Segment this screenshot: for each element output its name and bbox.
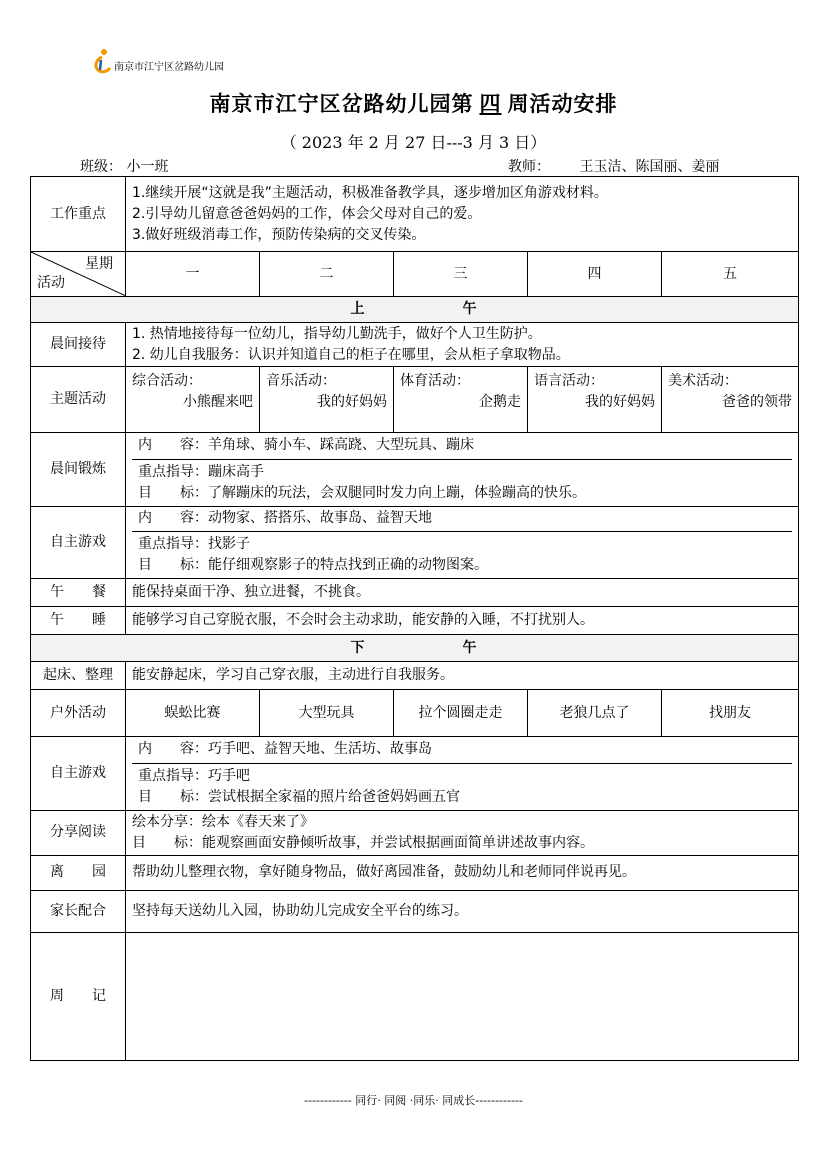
exercise-row [31, 433, 799, 507]
outdoor-row [31, 690, 799, 737]
lunch-row [31, 579, 799, 607]
pm-free-play-items: 内 容：巧手吧、益智天地、生活坊、故事岛 [138, 741, 432, 758]
day-tuesday: 二 [260, 252, 394, 297]
exercise-content [126, 433, 799, 507]
free-play-goal: 目 标：能仔细观察影子的特点找到正确的动物图案。 [138, 557, 488, 573]
weekly-note-content[interactable] [126, 932, 799, 1060]
pm-free-play-guide: 重点指导：巧手吧 [138, 767, 250, 784]
reception-line: 2. 幼儿自我服务：认识并知道自己的柜子在哪里，会从柜子拿取物品。 [132, 346, 570, 363]
reading-goal: 目 标：能观察画面安静倾听故事，并尝试根据画面简单讲述故事内容。 [132, 834, 594, 851]
morning-heading: 上 午 [31, 297, 799, 323]
reception-row [31, 323, 799, 367]
work-focus-line: 3.做好班级消毒工作，预防传染病的交叉传染。 [132, 226, 426, 243]
leave-content: 帮助幼儿整理衣物，拿好随身物品，做好离园准备，鼓励幼儿和老师同伴说再见。 [126, 855, 799, 890]
free-play-guide-goal [132, 532, 792, 579]
corner-week-label: 星期 [85, 256, 113, 272]
weekly-note-label: 周 记 [31, 932, 126, 1060]
pm-free-play-label: 自主游戏 [31, 737, 126, 811]
title-suffix: 周活动安排 [507, 91, 618, 116]
pm-free-play-row [31, 737, 799, 811]
theme-type: 美术活动： [668, 373, 738, 389]
theme-type: 综合活动： [132, 373, 202, 389]
school-logo [92, 48, 224, 74]
theme-type: 体育活动： [400, 373, 470, 389]
week-header-row [31, 252, 799, 297]
reception-label: 晨间接待 [31, 323, 126, 367]
logo-icon [92, 48, 112, 74]
nap-label: 午 睡 [31, 607, 126, 635]
outdoor-thursday: 老狼几点了 [528, 690, 662, 737]
teacher-info [508, 156, 744, 177]
leave-label: 离 园 [31, 855, 126, 890]
wakeup-content: 能安静起床，学习自己穿衣服，主动进行自我服务。 [126, 662, 799, 690]
reading-row [31, 810, 799, 855]
exercise-guide-goal [132, 459, 792, 506]
afternoon-heading-row [31, 635, 799, 662]
parents-label: 家长配合 [31, 890, 126, 932]
pm-free-play-inner [132, 737, 792, 810]
class-info [80, 156, 210, 177]
free-play-items: 内 容：动物家、搭搭乐、故事岛、益智天地 [138, 510, 432, 527]
theme-name: 小熊醒来吧 [183, 394, 253, 410]
exercise-items: 内 容：羊角球、骑小车、踩高跷、大型玩具、蹦床 [138, 437, 474, 454]
afternoon-heading: 下 午 [31, 635, 799, 662]
teacher-value: 王玉洁、陈国丽、姜丽 [554, 156, 744, 177]
page-footer: ------------ 同行· 同阅 ·同乐· 同成长------------ [304, 1094, 523, 1107]
exercise-inner [132, 433, 792, 506]
parents-content: 坚持每天送幼儿入园，协助幼儿完成安全平台的练习。 [126, 890, 799, 932]
nap-row [31, 607, 799, 635]
reading-content [126, 810, 799, 855]
free-play-label: 自主游戏 [31, 506, 126, 579]
corner-activity-label: 活动 [37, 275, 65, 291]
free-play-row [31, 506, 799, 579]
reading-label: 分享阅读 [31, 810, 126, 855]
exercise-label: 晨间锻炼 [31, 433, 126, 507]
logo-text: 南京市江宁区岔路幼儿园 [114, 62, 224, 73]
outdoor-label: 户外活动 [31, 690, 126, 737]
day-thursday: 四 [528, 252, 662, 297]
pm-free-play-content [126, 737, 799, 811]
reception-content [126, 323, 799, 367]
outdoor-wednesday: 拉个圆圈走走 [394, 690, 528, 737]
theme-name: 我的好妈妈 [585, 394, 655, 410]
work-focus-line: 2.引导幼儿留意爸爸妈妈的工作，体会父母对自己的爱。 [132, 205, 482, 222]
teacher-label: 教师： [508, 159, 550, 175]
work-focus-content [126, 177, 799, 252]
class-value: 小一班 [126, 156, 210, 177]
day-wednesday: 三 [394, 252, 528, 297]
work-focus-line: 1.继续开展“这就是我”主题活动，积极准备教学具，逐步增加区角游戏材料。 [132, 184, 608, 201]
reception-line: 1. 热情地接待每一位幼儿，指导幼儿勤洗手，做好个人卫生防护。 [132, 325, 542, 342]
theme-thursday [528, 367, 662, 433]
pm-free-play-goal: 目 标：尝试根据全家福的照片给爸爸妈妈画五官 [138, 788, 460, 805]
exercise-goal: 目 标：了解蹦床的玩法，会双腿同时发力向上蹦，体验蹦高的快乐。 [138, 484, 586, 501]
weekly-note-row [31, 932, 799, 1060]
theme-name: 爸爸的领带 [722, 394, 793, 410]
exercise-guide: 重点指导：蹦床高手 [138, 463, 264, 480]
outdoor-friday: 找朋友 [662, 690, 799, 737]
nap-content: 能够学习自己穿脱衣服，不会时会主动求助，能安静的入睡，不打扰别人。 [126, 607, 799, 635]
wakeup-label: 起床、整理 [31, 662, 126, 690]
leave-row [31, 855, 799, 890]
outdoor-monday: 蜈蚣比赛 [126, 690, 260, 737]
parents-row [31, 890, 799, 932]
theme-name: 我的好妈妈 [317, 394, 387, 410]
theme-friday [662, 367, 799, 433]
page-title [0, 88, 827, 118]
theme-label: 主题活动 [31, 367, 126, 433]
day-friday: 五 [662, 252, 799, 297]
theme-type: 音乐活动： [266, 373, 336, 389]
theme-monday [126, 367, 260, 433]
free-play-guide: 重点指导：找影子 [138, 536, 250, 552]
date-range: （ 2023 年 2 月 27 日---3 月 3 日） [280, 133, 547, 152]
pm-free-play-guide-goal [132, 763, 792, 810]
reading-share: 绘本分享：绘本《春天来了》 [132, 813, 314, 830]
lunch-label: 午 餐 [31, 579, 126, 607]
class-label: 班级： [80, 159, 122, 175]
theme-tuesday [260, 367, 394, 433]
title-prefix: 南京市江宁区岔路幼儿园第 [209, 91, 474, 116]
work-focus-label: 工作重点 [31, 177, 126, 252]
theme-wednesday [394, 367, 528, 433]
morning-heading-row [31, 297, 799, 323]
wakeup-row [31, 662, 799, 690]
week-corner-cell [31, 252, 126, 297]
free-play-content [126, 506, 799, 579]
title-week: 四 [479, 91, 502, 116]
weekly-schedule-table [30, 176, 799, 1061]
theme-type: 语言活动： [534, 373, 604, 389]
theme-name: 企鹅走 [479, 394, 521, 410]
work-focus-row [31, 177, 799, 252]
day-monday: 一 [126, 252, 260, 297]
theme-row [31, 367, 799, 433]
outdoor-tuesday: 大型玩具 [260, 690, 394, 737]
lunch-content: 能保持桌面干净、独立进餐，不挑食。 [126, 579, 799, 607]
free-play-inner [132, 507, 792, 579]
